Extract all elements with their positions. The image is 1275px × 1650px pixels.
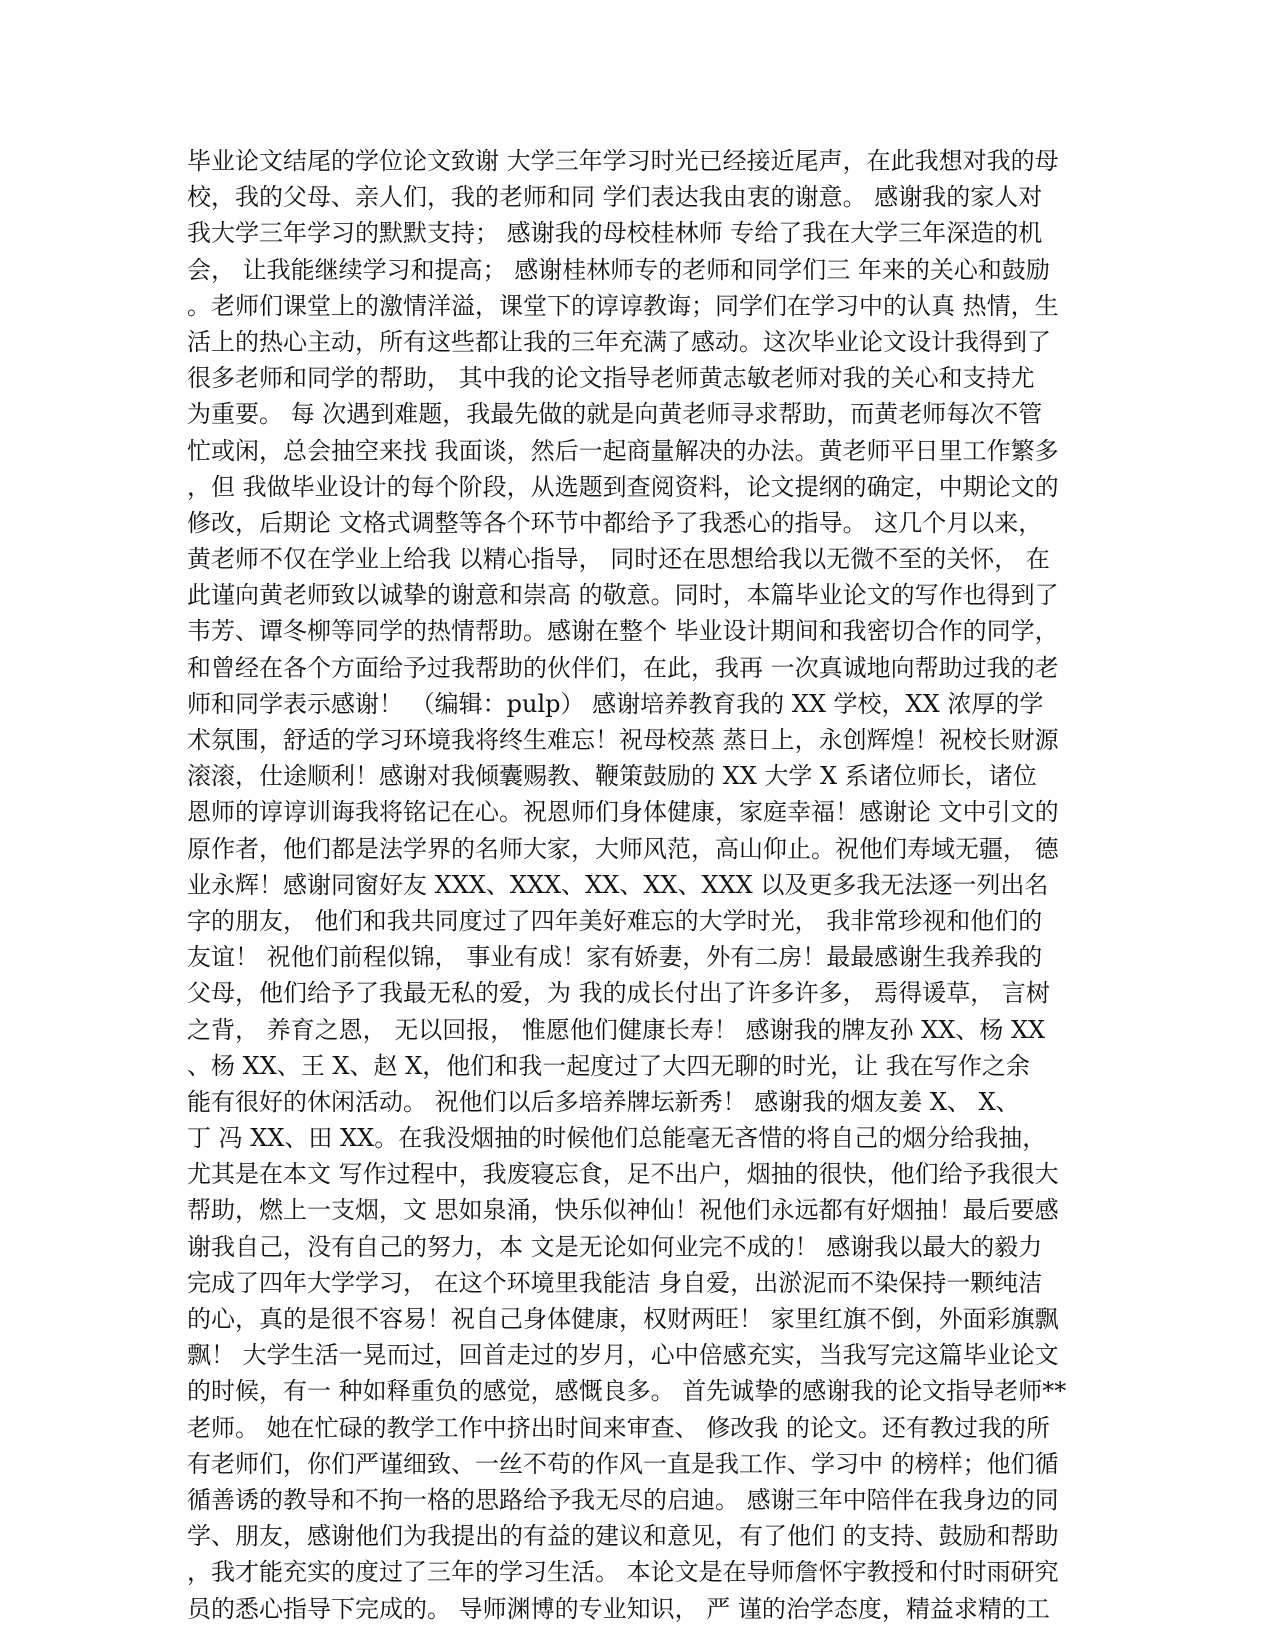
text-line: 师和同学表示感谢！ （编辑：pulp） 感谢培养教育我的 XX 学校，XX 浓厚的学 bbox=[187, 689, 1044, 718]
text-line: 此谨向黄老师致以诚挚的谢意和崇高 的敬意。同时，本篇毕业论文的写作也得到了 bbox=[187, 581, 1059, 610]
text-line: 谢我自己，没有自己的努力，本 文是无论如何业完不成的！ 感谢我以最大的毅力 bbox=[187, 1232, 1043, 1261]
text-line: 字的朋友， 他们和我共同度过了四年美好难忘的大学时光， 我非常珍视和他们的 bbox=[187, 906, 1043, 935]
text-line: 学、朋友，感谢他们为我提出的有益的建议和意见，有了他们 的支持、鼓励和帮助 bbox=[187, 1522, 1059, 1551]
text-line: 的时候，有一 种如释重负的感觉，感慨良多。 首先诚挚的感谢我的论文指导老师** bbox=[187, 1377, 1067, 1406]
text-line: 修改，后期论 文格式调整等各个环节中都给予了我悉心的指导。 这几个月以来， bbox=[187, 508, 1043, 537]
text-line: 的心，真的是很不容易！祝自己身体健康，权财两旺！ 家里红旗不倒，外面彩旗飘 bbox=[187, 1305, 1059, 1333]
text-line: 丁 冯 XX、田 XX。在我没烟抽的时候他们总能毫无吝惜的将自己的烟分给我抽， bbox=[187, 1124, 1047, 1153]
text-line: 之背， 养育之恩， 无以回报， 惟愿他们健康长寿！ 感谢我的牌友孙 XX、杨 XX bbox=[187, 1015, 1046, 1044]
text-line: 循善诱的教导和不拘一格的思路给予我无尽的启迪。 感谢三年中陪伴在我身边的同 bbox=[187, 1485, 1059, 1514]
text-line: 会， 让我能继续学习和提高； 感谢桂林师专的老师和同学们三 年来的关心和鼓励 bbox=[187, 255, 1050, 284]
text-line: 黄老师不仅在学业上给我 以精心指导， 同时还在思想给我以无微不至的关怀， 在 bbox=[187, 545, 1050, 574]
text-line: 忙或闲，总会抽空来找 我面谈，然后一起商量解决的办法。黄老师平日里工作繁多 bbox=[187, 436, 1059, 465]
text-line: 和曾经在各个方面给予过我帮助的伙伴们，在此，我再 一次真诚地向帮助过我的老 bbox=[187, 653, 1059, 682]
text-line: 帮助，燃上一支烟，文 思如泉涌，快乐似神仙！祝他们永远都有好烟抽！最后要感 bbox=[187, 1196, 1059, 1225]
text-line: 我大学三年学习的默默支持； 感谢我的母校桂林师 专给了我在大学三年深造的机 bbox=[187, 219, 1043, 248]
text-line: 很多老师和同学的帮助， 其中我的论文指导老师黄志敏老师对我的关心和支持尤 bbox=[187, 364, 1035, 393]
text-line: 完成了四年大学学习， 在这个环境里我能洁 身自爱，出淤泥而不染保持一颗纯洁 bbox=[187, 1268, 1043, 1297]
text-line: 飘！ 大学生活一晃而过，回首走过的岁月，心中倍感充实，当我写完这篇毕业论文 bbox=[187, 1341, 1059, 1370]
text-line: 为重要。 每 次遇到难题，我最先做的就是向黄老师寻求帮助，而黄老师每次不管 bbox=[187, 400, 1043, 429]
text-line: 韦芳、谭冬柳等同学的热情帮助。感谢在整个 毕业设计期间和我密切合作的同学， bbox=[187, 617, 1059, 646]
text-line: 父母，他们给予了我最无私的爱，为 我的成长付出了许多许多， 焉得谖草， 言树 bbox=[187, 979, 1050, 1008]
text-line: 员的悉心指导下完成的。 导师渊博的专业知识， 严 谨的治学态度，精益求精的工 bbox=[187, 1594, 1050, 1623]
text-line: 。老师们课堂上的激情洋溢，课堂下的谆谆教诲；同学们在学习中的认真 热情，生 bbox=[187, 291, 1059, 320]
text-line: 有老师们，你们严谨细致、一丝不苟的作风一直是我工作、学习中 的榜样；他们循 bbox=[187, 1449, 1059, 1478]
body-text bbox=[187, 143, 1107, 1627]
text-line: ，但 我做毕业设计的每个阶段，从选题到查阅资料，论文提纲的确定，中期论文的 bbox=[187, 472, 1059, 501]
text-line: 老师。 她在忙碌的教学工作中挤出时间来审查、 修改我 的论文。还有教过我的所 bbox=[187, 1413, 1050, 1442]
text-line: 恩师的谆谆训诲我将铭记在心。祝恩师们身体健康，家庭幸福！感谢论 文中引文的 bbox=[187, 798, 1059, 827]
text-line: 术氛围，舒适的学习环境我将终生难忘！祝母校蒸 蒸日上，永创辉煌！祝校长财源 bbox=[187, 726, 1059, 754]
text-line: 滚滚，仕途顺利！感谢对我倾囊赐教、鞭策鼓励的 XX 大学 X 系诸位师长，诸位 bbox=[187, 762, 1037, 791]
text-line: 友谊！ 祝他们前程似锦， 事业有成！家有娇妻，外有二房！最最感谢生我养我的 bbox=[187, 943, 1043, 972]
text-line: 原作者，他们都是法学界的名师大家，大师风范，高山仰止。祝他们寿域无疆， 德 bbox=[187, 834, 1059, 863]
text-line: 活上的热心主动，所有这些都让我的三年充满了感动。这次毕业论文设计我得到了 bbox=[187, 327, 1051, 356]
text-line: 尤其是在本文 写作过程中，我废寝忘食，足不出户，烟抽的很快，他们给予我很大 bbox=[187, 1160, 1059, 1189]
text-line: 、杨 XX、王 X、赵 X，他们和我一起度过了大四无聊的时光，让 我在写作之余 bbox=[187, 1051, 1030, 1080]
text-line: 校，我的父母、亲人们，我的老师和同 学们表达我由衷的谢意。 感谢我的家人对 bbox=[187, 183, 1043, 212]
text-line: ，我才能充实的度过了三年的学习生活。 本论文是在导师詹怀宇教授和付时雨研究 bbox=[187, 1558, 1059, 1587]
text-line: 毕业论文结尾的学位论文致谢 大学三年学习时光已经接近尾声，在此我想对我的母 bbox=[187, 147, 1059, 175]
text-line: 能有很好的休闲活动。 祝他们以后多培养牌坛新秀！ 感谢我的烟友姜 X、 X、 bbox=[187, 1087, 1020, 1116]
text-line: 业永辉！感谢同窗好友 XXX、XXX、XX、XX、XXX 以及更多我无法逐一列出名 bbox=[187, 870, 1049, 899]
